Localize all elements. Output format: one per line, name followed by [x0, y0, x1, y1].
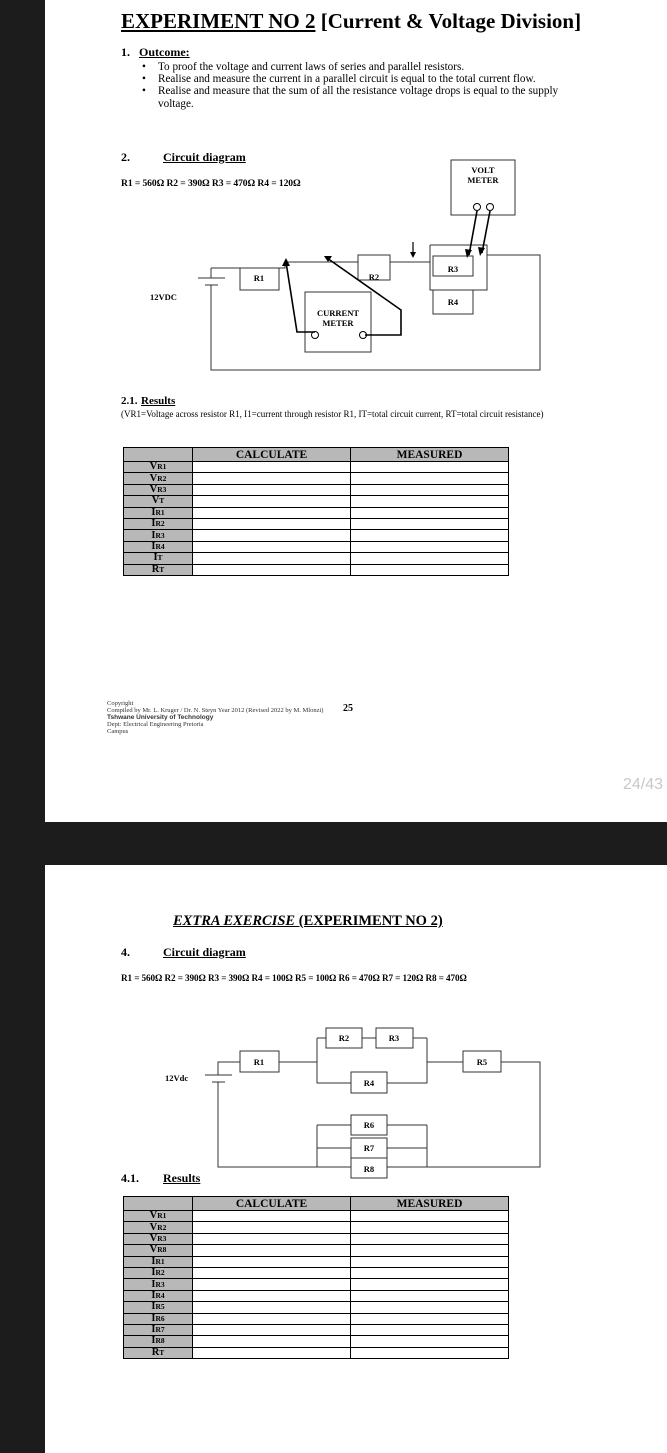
measured-cell[interactable] [351, 484, 509, 495]
row-quantity-label [124, 1324, 193, 1335]
title-subject: [Current & Voltage Division] [315, 9, 582, 33]
quantity-symbol: I [151, 1289, 156, 1301]
table-row [124, 1324, 509, 1335]
quantity-subscript: T [157, 553, 163, 563]
quantity-symbol: V [149, 461, 158, 473]
calculate-cell[interactable] [193, 541, 351, 552]
footer-compiled: Compiled by Mr. L. Kruger / Dr. N. Steyn Year 2012 (Revised 2022 by M. Mlonzi) [107, 707, 324, 714]
quantity-subscript: T [159, 496, 165, 506]
r3-label: R3 [388, 1033, 400, 1043]
page-title [121, 9, 581, 34]
calculate-cell[interactable] [193, 1279, 351, 1290]
quantity-subscript: R1 [155, 507, 165, 517]
measured-cell[interactable] [351, 1324, 509, 1335]
row-quantity-label [124, 462, 193, 473]
table-row [124, 530, 509, 541]
volt-meter-label-2: METER [467, 175, 499, 185]
circuit-diagram [45, 995, 667, 1185]
table-row [124, 1279, 509, 1290]
title-experiment-number: EXPERIMENT NO 2 [121, 9, 316, 33]
quantity-subscript: R1 [157, 1211, 167, 1221]
outcome-item: • To proof the voltage and current laws of series and parallel resistors. [140, 61, 560, 73]
quantity-symbol: I [153, 552, 158, 564]
measured-cell[interactable] [351, 1290, 509, 1301]
circuit-diagram [45, 150, 667, 375]
row-quantity-label [124, 1267, 193, 1278]
table-header-measured: MEASURED [351, 448, 509, 462]
measured-cell[interactable] [351, 1313, 509, 1324]
row-quantity-label [124, 1256, 193, 1267]
table-header-measured: MEASURED [351, 1197, 509, 1211]
quantity-subscript: R4 [155, 541, 165, 551]
results-table [123, 447, 509, 576]
table-row [124, 1290, 509, 1301]
calculate-cell[interactable] [193, 1222, 351, 1233]
quantity-symbol: V [149, 483, 158, 495]
quantity-subscript: R4 [155, 1290, 165, 1300]
measured-cell[interactable] [351, 1336, 509, 1347]
calculate-cell[interactable] [193, 1347, 351, 1358]
resistor-values: R1 = 560Ω R2 = 390Ω R3 = 390Ω R4 = 100Ω R5 = 100Ω R6 = 470Ω R7 = 120Ω R8 = 470Ω [121, 973, 467, 983]
section-label: Circuit diagram [163, 945, 246, 959]
outcome-list [140, 61, 560, 110]
section-number: 2. [121, 150, 130, 164]
calculate-cell[interactable] [193, 1211, 351, 1222]
quantity-subscript: R2 [157, 473, 167, 483]
quantity-symbol: V [151, 495, 160, 507]
quantity-symbol: I [151, 1312, 156, 1324]
calculate-cell[interactable] [193, 564, 351, 575]
title-extra-exercise: EXTRA EXERCISE [173, 913, 296, 929]
quantity-symbol: V [149, 1232, 158, 1244]
calculate-cell[interactable] [193, 507, 351, 518]
quantity-symbol: R [151, 1346, 160, 1358]
row-quantity-label [124, 1336, 193, 1347]
measured-cell[interactable] [351, 564, 509, 575]
table-row [124, 1336, 509, 1347]
quantity-symbol: I [151, 529, 156, 541]
quantity-subscript: R2 [157, 1222, 167, 1232]
outcome-heading [121, 45, 321, 60]
quantity-subscript: R1 [155, 1256, 165, 1266]
circuit-heading [121, 945, 321, 960]
quantity-symbol: I [151, 518, 156, 530]
quantity-symbol: I [151, 1255, 156, 1267]
quantity-symbol: V [149, 472, 158, 484]
section-label: Circuit diagram [163, 150, 246, 164]
results-heading [121, 395, 321, 407]
measured-cell[interactable] [351, 1267, 509, 1278]
row-quantity-label [124, 1290, 193, 1301]
quantity-subscript: R1 [157, 462, 167, 472]
section-number: 1. [121, 45, 130, 59]
row-quantity-label [124, 1279, 193, 1290]
calculate-cell[interactable] [193, 1302, 351, 1313]
table-row [124, 564, 509, 575]
table-header-calculate: CALCULATE [193, 448, 351, 462]
document-page-24 [45, 0, 667, 822]
table-header-empty [124, 1197, 193, 1211]
section-label: Results [163, 1171, 201, 1185]
r8-label: R8 [363, 1164, 375, 1174]
table-header-row [124, 1197, 509, 1211]
calculate-cell[interactable] [193, 553, 351, 564]
table-row [124, 1313, 509, 1324]
quantity-symbol: I [151, 1267, 156, 1279]
r3-label: R3 [447, 264, 459, 274]
calculate-cell[interactable] [193, 1267, 351, 1278]
quantity-subscript: R6 [155, 1313, 165, 1323]
current-meter-label-2: METER [322, 318, 354, 328]
row-quantity-label [124, 564, 193, 575]
row-quantity-label [124, 1313, 193, 1324]
footer-department: Dept: Electrical Engineering Pretoria [107, 721, 204, 728]
measured-cell[interactable] [351, 541, 509, 552]
page-title [173, 913, 443, 930]
measured-cell[interactable] [351, 1211, 509, 1222]
table-header-empty [124, 448, 193, 462]
measured-cell[interactable] [351, 1256, 509, 1267]
calculate-cell[interactable] [193, 1290, 351, 1301]
table-row [124, 473, 509, 484]
quantity-subscript: R3 [157, 1233, 167, 1243]
results-heading [121, 1171, 321, 1186]
measured-cell[interactable] [351, 496, 509, 507]
quantity-subscript: R2 [155, 519, 165, 529]
results-table [123, 1196, 509, 1359]
quantity-subscript: T [159, 564, 165, 574]
table-row [124, 1222, 509, 1233]
measured-cell[interactable] [351, 1222, 509, 1233]
section-number: 4.1. [121, 1171, 139, 1185]
table-row [124, 1347, 509, 1358]
table-row [124, 1256, 509, 1267]
measured-cell[interactable] [351, 1245, 509, 1256]
table-row [124, 496, 509, 507]
calculate-cell[interactable] [193, 530, 351, 541]
row-quantity-label [124, 518, 193, 529]
quantity-symbol: I [151, 540, 156, 552]
quantity-symbol: V [149, 1221, 158, 1233]
measured-cell[interactable] [351, 473, 509, 484]
row-quantity-label [124, 1347, 193, 1358]
calculate-cell[interactable] [193, 496, 351, 507]
r2-label: R2 [338, 1033, 350, 1043]
table-row [124, 518, 509, 529]
table-row [124, 553, 509, 564]
footer-university: Tshwane University of Technology [107, 714, 214, 721]
quantity-subscript: R2 [155, 1268, 165, 1278]
measured-cell[interactable] [351, 462, 509, 473]
measured-cell[interactable] [351, 530, 509, 541]
page-counter: 24/43 [623, 776, 664, 793]
calculate-cell[interactable] [193, 1313, 351, 1324]
table-row [124, 507, 509, 518]
table-row [124, 1211, 509, 1222]
r5-label: R5 [476, 1057, 488, 1067]
row-quantity-label [124, 1211, 193, 1222]
r6-label: R6 [363, 1120, 375, 1130]
outcome-item: • Realise and measure that the sum of all the resistance voltage drops is equal to the supply voltage. [140, 85, 560, 109]
supply-label: 12Vdc [165, 1073, 189, 1083]
section-label: Results [141, 395, 176, 407]
table-row [124, 1245, 509, 1256]
r4-label: R4 [363, 1078, 375, 1088]
row-quantity-label [124, 484, 193, 495]
table-header-row [124, 448, 509, 462]
quantity-symbol: I [151, 1335, 156, 1347]
supply-label: 12VDC [150, 292, 177, 302]
title-subject: (EXPERIMENT NO 2) [295, 913, 443, 929]
table-row [124, 1267, 509, 1278]
calculate-cell[interactable] [193, 473, 351, 484]
calculate-cell[interactable] [193, 462, 351, 473]
calculate-cell[interactable] [193, 1324, 351, 1335]
table-row [124, 1233, 509, 1244]
section-number: 2.1. [121, 395, 138, 407]
quantity-subscript: R3 [155, 530, 165, 540]
r1-label: R1 [253, 273, 265, 283]
section-number: 4. [121, 945, 130, 959]
table-row [124, 484, 509, 495]
measured-cell[interactable] [351, 507, 509, 518]
quantity-symbol: V [149, 1210, 158, 1222]
r1-label: R1 [253, 1057, 265, 1067]
quantity-symbol: I [151, 506, 156, 518]
table-row [124, 1302, 509, 1313]
row-quantity-label [124, 553, 193, 564]
measured-cell[interactable] [351, 1347, 509, 1358]
measured-cell[interactable] [351, 1233, 509, 1244]
table-row [124, 541, 509, 552]
measured-cell[interactable] [351, 1279, 509, 1290]
r4-label: R4 [447, 297, 459, 307]
calculate-cell[interactable] [193, 1256, 351, 1267]
quantity-subscript: T [159, 1347, 165, 1357]
calculate-cell[interactable] [193, 1336, 351, 1347]
document-page-25 [45, 865, 667, 1453]
resistor-values: R1 = 560Ω R2 = 390Ω R3 = 470Ω R4 = 120Ω [121, 178, 301, 189]
current-meter-label-1: CURRENT [316, 308, 360, 318]
footer-copyright: Copyright [107, 700, 134, 707]
quantity-symbol: R [151, 563, 160, 575]
table-row [124, 462, 509, 473]
calculate-cell[interactable] [193, 484, 351, 495]
quantity-symbol: I [151, 1278, 156, 1290]
row-quantity-label [124, 530, 193, 541]
row-quantity-label [124, 1222, 193, 1233]
results-note: (VR1=Voltage across resistor R1, I1=current through resistor R1, IT=total circuit current, RT=total circuit resistance) [121, 409, 544, 419]
quantity-subscript: R7 [155, 1325, 165, 1335]
row-quantity-label [124, 496, 193, 507]
quantity-subscript: R8 [155, 1336, 165, 1346]
measured-cell[interactable] [351, 1302, 509, 1313]
printed-page-number: 25 [343, 703, 353, 714]
measured-cell[interactable] [351, 553, 509, 564]
calculate-cell[interactable] [193, 1233, 351, 1244]
page-footer [107, 700, 323, 735]
footer-campus: Campus [107, 728, 129, 735]
row-quantity-label [124, 1233, 193, 1244]
r7-label: R7 [363, 1143, 375, 1153]
quantity-symbol: V [149, 1244, 158, 1256]
volt-meter-label-1: VOLT [471, 165, 495, 175]
row-quantity-label [124, 1245, 193, 1256]
outcome-item: • Realise and measure the current in a parallel circuit is equal to the total current flow. [140, 73, 560, 85]
row-quantity-label [124, 507, 193, 518]
table-header-calculate: CALCULATE [193, 1197, 351, 1211]
measured-cell[interactable] [351, 518, 509, 529]
quantity-subscript: R3 [157, 484, 167, 494]
section-label: Outcome: [139, 45, 190, 59]
quantity-subscript: R8 [157, 1245, 167, 1255]
r2-label: R2 [368, 272, 380, 282]
row-quantity-label [124, 541, 193, 552]
calculate-cell[interactable] [193, 1245, 351, 1256]
row-quantity-label [124, 1302, 193, 1313]
quantity-symbol: I [151, 1301, 156, 1313]
quantity-symbol: I [151, 1324, 156, 1336]
row-quantity-label [124, 473, 193, 484]
quantity-subscript: R3 [155, 1279, 165, 1289]
quantity-subscript: R5 [155, 1302, 165, 1312]
calculate-cell[interactable] [193, 518, 351, 529]
